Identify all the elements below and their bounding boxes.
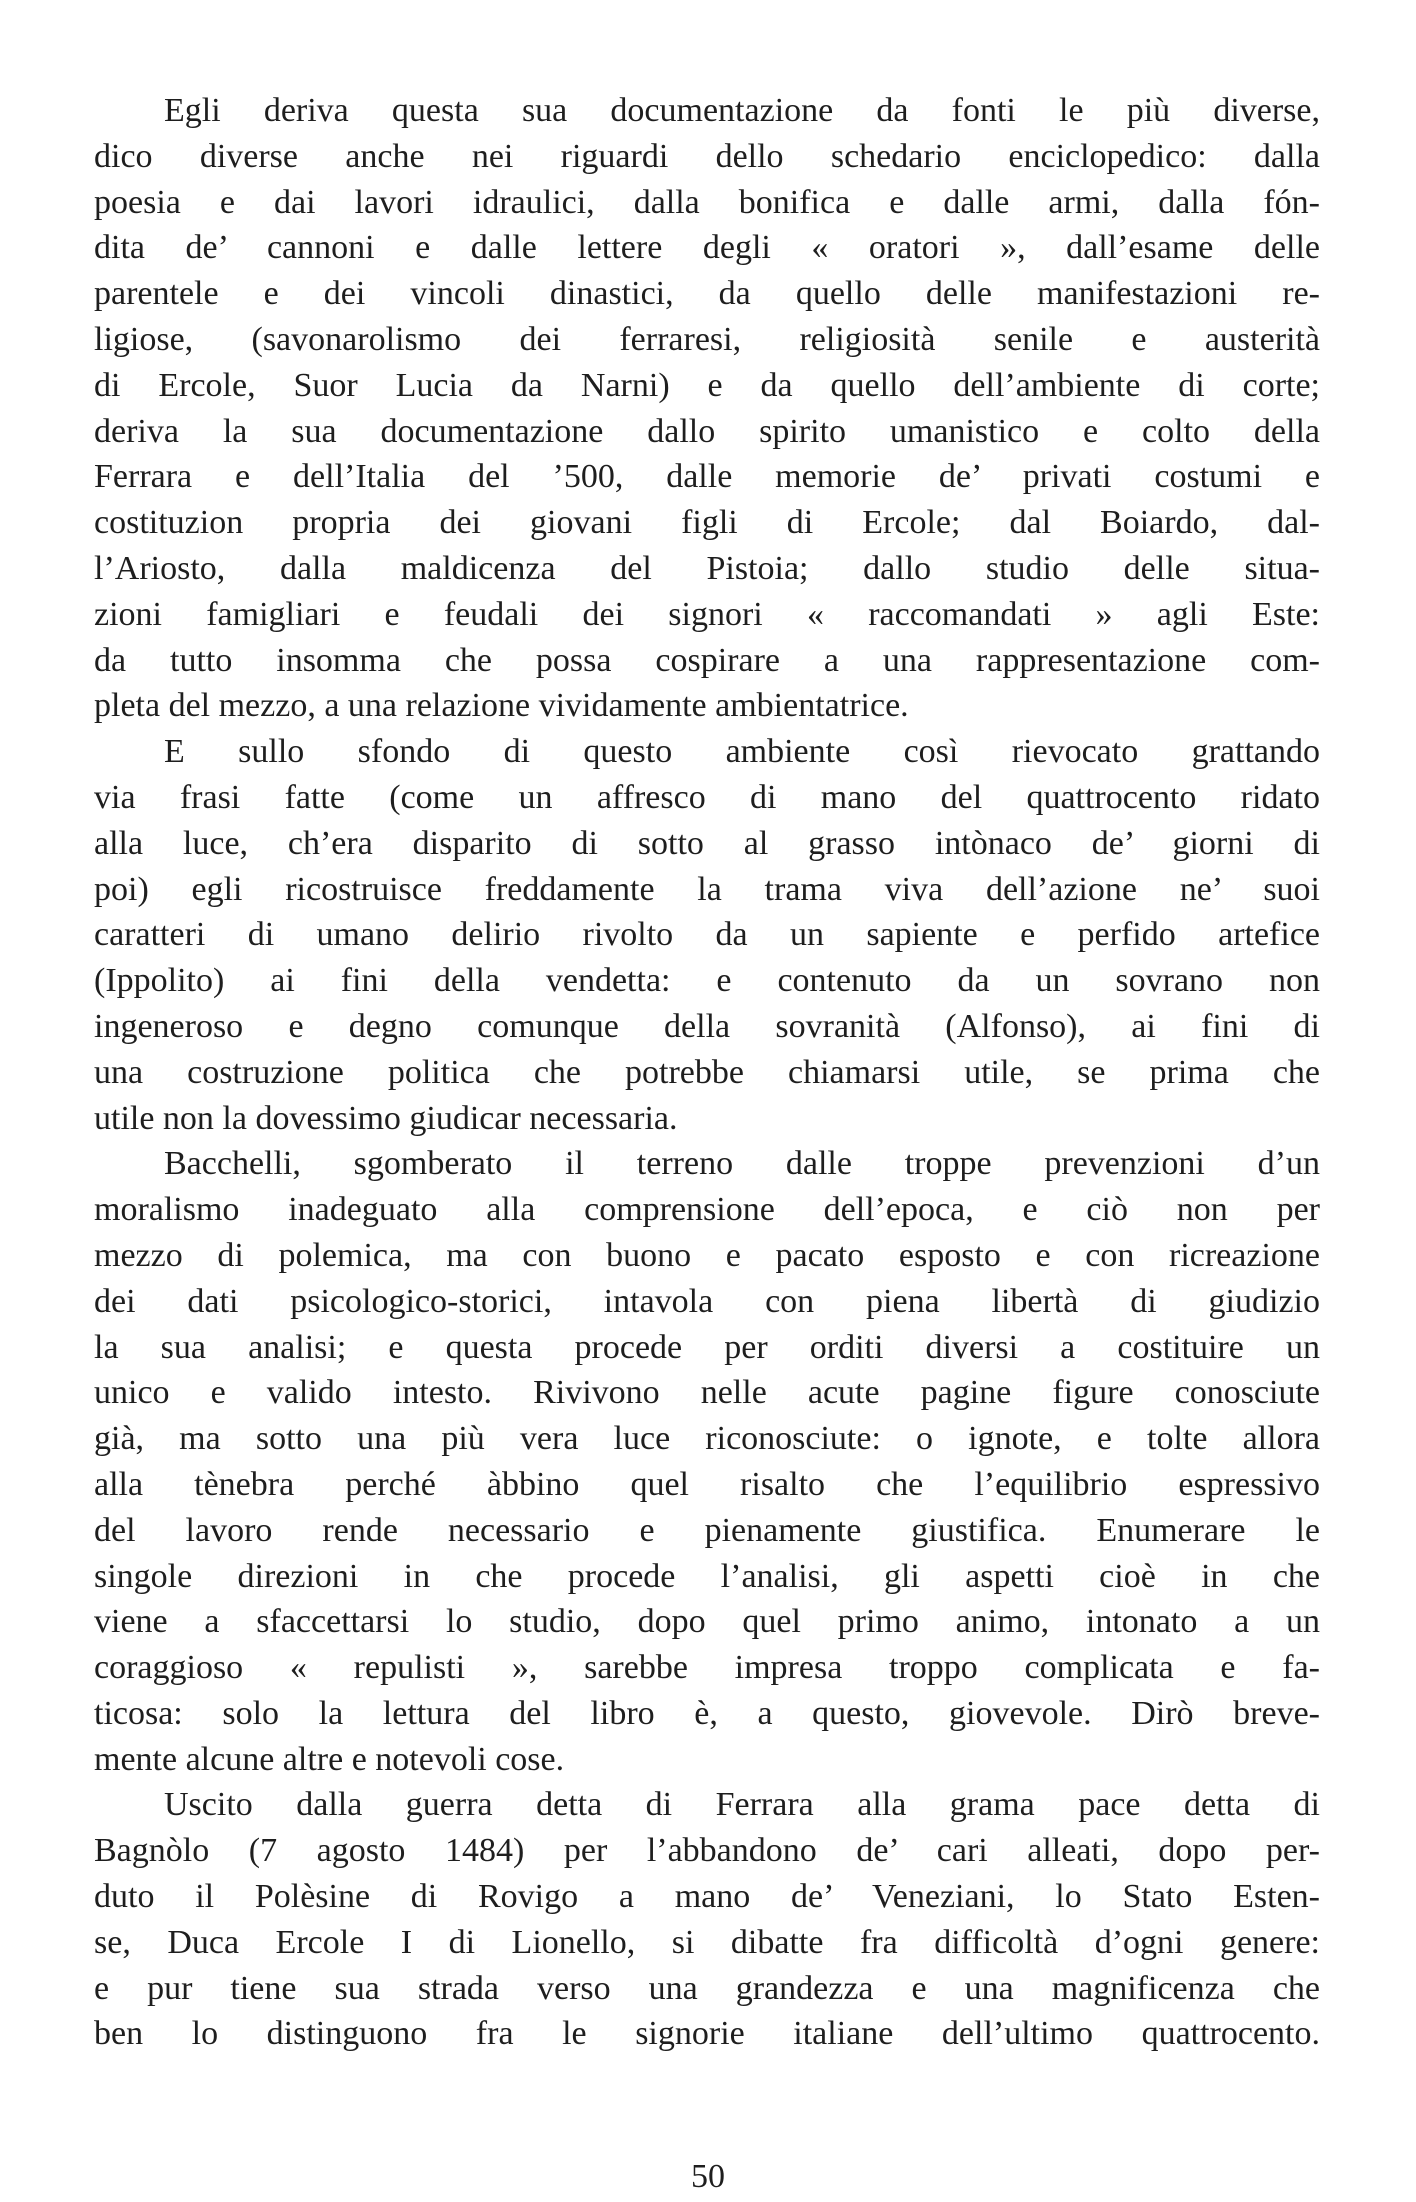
text-line: caratteri di umano delirio rivolto da un sapiente e perfido artefice bbox=[94, 916, 1320, 954]
text-line: di Ercole, Suor Lucia da Narni) e da quello dell’ambiente di corte; bbox=[94, 366, 1320, 404]
text-line: se, Duca Ercole I di Lionello, si dibatte fra difficoltà d’ogni genere: bbox=[94, 1923, 1320, 1961]
text-line: ben lo distinguono fra le signorie italiane dell’ultimo quattrocento. bbox=[94, 2015, 1320, 2053]
text-line: duto il Polèsine di Rovigo a mano de’ Veneziani, lo Stato Esten- bbox=[94, 1878, 1320, 1916]
text-line: zioni famigliari e feudali dei signori « raccomandati » agli Este: bbox=[94, 595, 1320, 633]
text-line: ticosa: solo la lettura del libro è, a questo, giovevole. Dirò breve- bbox=[94, 1694, 1320, 1732]
text-line: dita de’ cannoni e dalle lettere degli « oratori », dall’esame delle bbox=[94, 229, 1320, 267]
text-line: pleta del mezzo, a una relazione vividamente ambientatrice. bbox=[94, 687, 909, 725]
page-body bbox=[94, 88, 1320, 2057]
text-line: Ferrara e dell’Italia del ’500, dalle memorie de’ privati costumi e bbox=[94, 458, 1320, 496]
text-line: viene a sfaccettarsi lo studio, dopo quel primo animo, intonato a un bbox=[94, 1603, 1320, 1641]
text-line: del lavoro rende necessario e pienamente giustifica. Enumerare le bbox=[94, 1511, 1320, 1549]
text-line: già, ma sotto una più vera luce riconosciute: o ignote, e tolte allora bbox=[94, 1420, 1320, 1458]
text-line: ingeneroso e degno comunque della sovranità (Alfonso), ai fini di bbox=[94, 1007, 1320, 1045]
text-line: mente alcune altre e notevoli cose. bbox=[94, 1740, 565, 1778]
text-line: Bagnòlo (7 agosto 1484) per l’abbandono de’ cari alleati, dopo per- bbox=[94, 1832, 1320, 1870]
text-line: unico e valido intesto. Rivivono nelle acute pagine figure conosciute bbox=[94, 1374, 1320, 1412]
text-line: da tutto insomma che possa cospirare a una rappresentazione com- bbox=[94, 641, 1320, 679]
text-line: utile non la dovessimo giudicar necessaria. bbox=[94, 1099, 678, 1137]
text-line: Egli deriva questa sua documentazione da fonti le più diverse, bbox=[164, 92, 1320, 129]
text-line: moralismo inadeguato alla comprensione dell’epoca, e ciò non per bbox=[94, 1191, 1320, 1229]
text-line: la sua analisi; e questa procede per orditi diversi a costituire un bbox=[94, 1328, 1320, 1366]
text-line: Bacchelli, sgomberato il terreno dalle troppe prevenzioni d’un bbox=[164, 1145, 1320, 1183]
text-line: Uscito dalla guerra detta di Ferrara alla grama pace detta di bbox=[164, 1786, 1320, 1824]
text-line: e pur tiene sua strada verso una grandezza e una magnificenza che bbox=[94, 1969, 1320, 2007]
text-line: mezzo di polemica, ma con buono e pacato esposto e con ricreazione bbox=[94, 1236, 1320, 1274]
text-line: parentele e dei vincoli dinastici, da quello delle manifestazioni re- bbox=[94, 275, 1320, 313]
text-line: poi) egli ricostruisce freddamente la trama viva dell’azione ne’ suoi bbox=[94, 870, 1320, 908]
text-line: l’Ariosto, dalla maldicenza del Pistoia; dallo studio delle situa- bbox=[94, 549, 1320, 587]
text-line: costituzion propria dei giovani figli di Ercole; dal Boiardo, dal- bbox=[94, 504, 1320, 542]
text-line: coraggioso « repulisti », sarebbe impresa troppo complicata e fa- bbox=[94, 1649, 1320, 1687]
text-line: E sullo sfondo di questo ambiente così rievocato grattando bbox=[164, 733, 1320, 771]
text-line: dico diverse anche nei riguardi dello schedario enciclopedico: dalla bbox=[94, 137, 1320, 175]
text-line: ligiose, (savonarolismo dei ferraresi, religiosità senile e austerità bbox=[94, 320, 1320, 358]
text-line: via frasi fatte (come un affresco di mano del quattrocento ridato bbox=[94, 778, 1320, 816]
text-block bbox=[94, 88, 1320, 2057]
text-line: singole direzioni in che procede l’analisi, gli aspetti cioè in che bbox=[94, 1557, 1320, 1595]
text-line: dei dati psicologico-storici, intavola con piena libertà di giudizio bbox=[94, 1282, 1320, 1320]
text-line: alla tènebra perché àbbino quel risalto che l’equilibrio espressivo bbox=[94, 1465, 1320, 1503]
page-number: 50 bbox=[691, 2158, 725, 2195]
text-line: una costruzione politica che potrebbe chiamarsi utile, se prima che bbox=[94, 1053, 1320, 1091]
text-line: deriva la sua documentazione dallo spirito umanistico e colto della bbox=[94, 412, 1320, 450]
text-line: (Ippolito) ai fini della vendetta: e contenuto da un sovrano non bbox=[94, 962, 1320, 1000]
text-line: poesia e dai lavori idraulici, dalla bonifica e dalle armi, dalla fón- bbox=[94, 183, 1320, 221]
text-line: alla luce, ch’era disparito di sotto al grasso intònaco de’ giorni di bbox=[94, 824, 1320, 862]
